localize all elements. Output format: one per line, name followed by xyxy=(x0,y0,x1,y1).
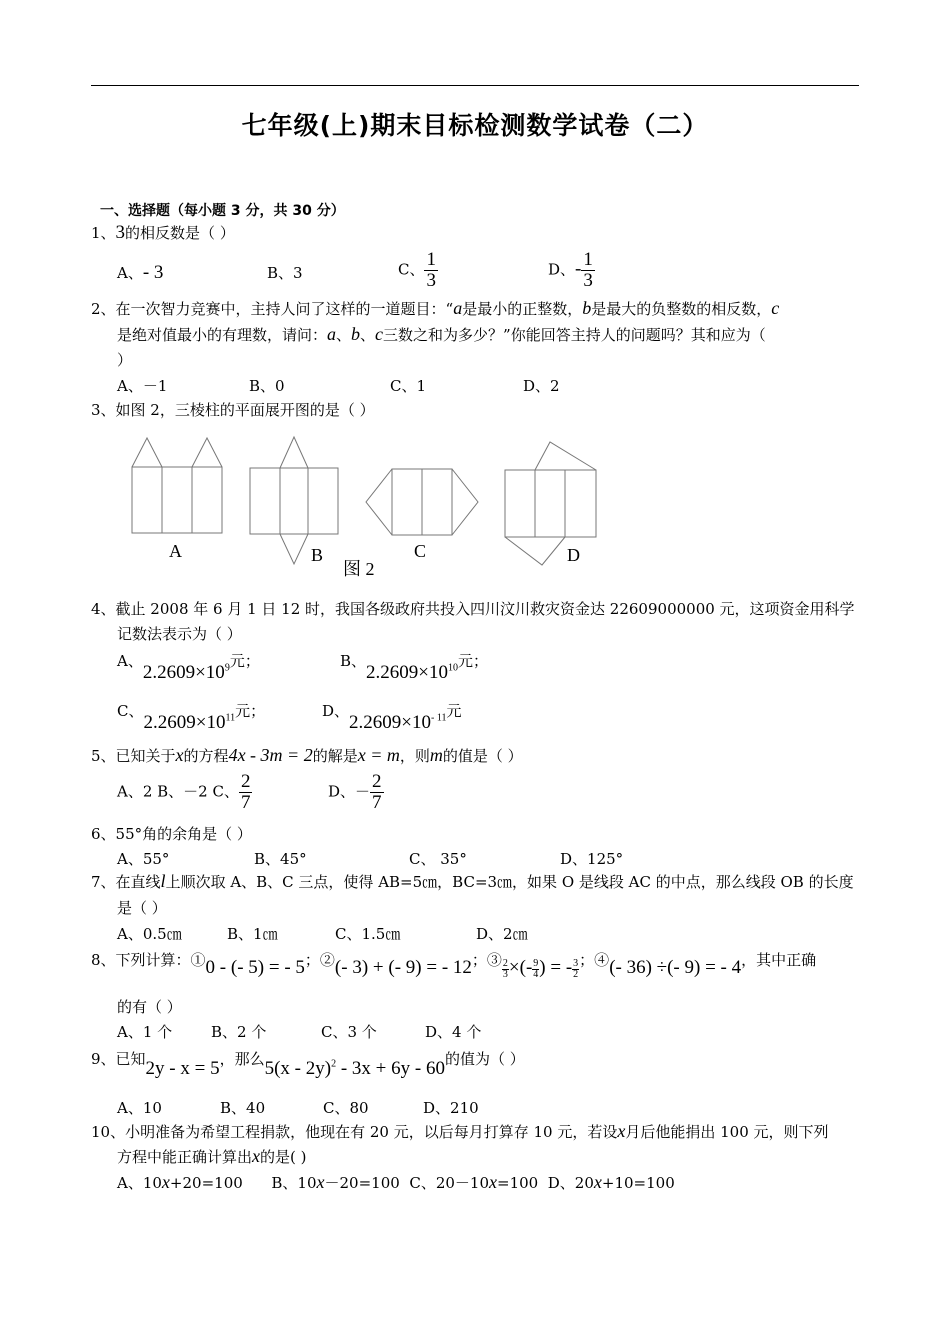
q6-option-a: A、55° xyxy=(117,850,170,868)
question-8-line1: 8、下列计算：①0 - (- 5) = - 5；②(- 3) + (- 9) = - 12；③ $\frac{2}{3}$ ×(- $\frac{9}{4}$ ) = - $\frac{3}{2}$ ；④(- 36) ÷(- 9) = - 4，其中正确 xyxy=(91,951,817,980)
q10-options: A、10x+20=100 B、10x－20=100 C、20－10x=100 D、20x+10=100 xyxy=(117,1172,675,1192)
q7-option-c: C、1.5㎝ xyxy=(335,925,401,943)
q2-option-a: A、－1 xyxy=(117,377,168,395)
q1-option-a: A、- 3 xyxy=(117,262,164,283)
q1-option-c: C、 $\frac{1}{3}$ xyxy=(398,249,436,291)
q6-option-c: C、 35° xyxy=(409,850,467,868)
q6-option-b: B、45° xyxy=(254,850,307,868)
question-2-line2: 是绝对值最小的有理数，请问：a、b、c三数之和为多少？”你能回答主持人的问题吗？其和应为（ xyxy=(117,324,766,344)
q7-option-d: D、2㎝ xyxy=(476,925,528,943)
question-7-line1: 7、在直线l上顺次取 A、B、C 三点，使得 AB=5㎝，BC=3㎝，如果 O 是线段 AC 的中点，那么线段 OB 的长度 xyxy=(91,871,854,891)
q2-option-d: D、2 xyxy=(523,377,560,395)
q7-option-b: B、1㎝ xyxy=(227,925,278,943)
figure-label-a: A xyxy=(169,541,182,561)
q9-option-b: B、40 xyxy=(220,1099,266,1117)
q2-option-c: C、1 xyxy=(390,377,427,395)
section-heading: 一、选择题（每小题 3 分，共 30 分） xyxy=(100,203,345,219)
q8-option-b: B、2 个 xyxy=(211,1023,267,1041)
q8-option-d: D、4 个 xyxy=(425,1023,482,1041)
q7-option-a: A、0.5㎝ xyxy=(117,925,182,943)
q9-option-d: D、210 xyxy=(423,1099,479,1117)
q1-option-b: B、3 xyxy=(267,264,303,282)
net-figure-c xyxy=(362,465,484,540)
question-2-line1: 2、在一次智力竞赛中，主持人问了这样的一道题目：“a是最小的正整数，b是最大的负整数的相反数，c xyxy=(91,298,780,318)
q5-option-d: D、－ $\frac{2}{7}$ xyxy=(328,771,382,813)
question-5: 5、已知关于x的方程4x - 3m = 2的解是x = m，则m的值是（ ） xyxy=(91,745,523,765)
question-10-line2: 方程中能正确计算出x的是( ) xyxy=(117,1146,307,1166)
q4-option-c: C、$2.2609\times 10^{11}$元； xyxy=(117,702,266,733)
figure-caption: 图 2 xyxy=(343,559,375,579)
q4-option-a: A、$2.2609\times 10^9$元； xyxy=(117,652,260,683)
q9-option-c: C、80 xyxy=(323,1099,369,1117)
q1-option-d: D、- $\frac{1}{3}$ xyxy=(548,249,593,291)
figure-label-c: C xyxy=(414,541,427,561)
q4-option-d: D、$2.2609\times 10^{- 11}$元 xyxy=(322,702,462,733)
question-4-line2: 记数法表示为（ ） xyxy=(117,625,242,643)
net-figure-b xyxy=(245,433,345,568)
question-7-line2: 是（ ） xyxy=(117,899,167,917)
net-figure-a xyxy=(125,435,225,540)
q8-option-c: C、3 个 xyxy=(321,1023,377,1041)
top-rule xyxy=(91,85,859,86)
question-10-line1: 10、小明准备为希望工程捐款，他现在有 20 元，以后每月打算存 10 元，若设x月后他能捐出 100 元，则下列 xyxy=(91,1121,829,1141)
q8-option-a: A、1 个 xyxy=(117,1023,173,1041)
question-8-line2: 的有（ ） xyxy=(117,998,182,1016)
question-4-line1: 4、截止 2008 年 6 月 1 日 12 时，我国各级政府共投入四川汶川救灾资金达 22609000000 元，这项资金用科学 xyxy=(91,600,855,618)
question-6: 6、55°角的余角是（ ） xyxy=(91,825,252,843)
question-9: 9、已知2y - x = 5，那么5(x - 2y)$^2$ - 3x + 6y - 60的值为（ ） xyxy=(91,1050,525,1079)
question-2-line3: ） xyxy=(117,351,133,369)
q9-option-a: A、10 xyxy=(117,1099,162,1117)
q5-options: A、2 B、－2 C、 $\frac{2}{7}$ xyxy=(117,771,251,813)
q6-option-d: D、125° xyxy=(560,850,624,868)
figure-label-b: B xyxy=(311,545,324,565)
figure-label-d: D xyxy=(567,545,580,565)
q4-option-b: B、$2.2609\times 10^{10}$元； xyxy=(340,652,489,683)
net-figure-d xyxy=(500,437,605,569)
page-title: 七年级(上)期末目标检测数学试卷（二） xyxy=(241,111,709,140)
question-3: 3、如图 2，三棱柱的平面展开图的是（ ） xyxy=(91,401,375,419)
q2-option-b: B、0 xyxy=(249,377,285,395)
question-1: 1、3的相反数是（ ） xyxy=(91,222,235,243)
